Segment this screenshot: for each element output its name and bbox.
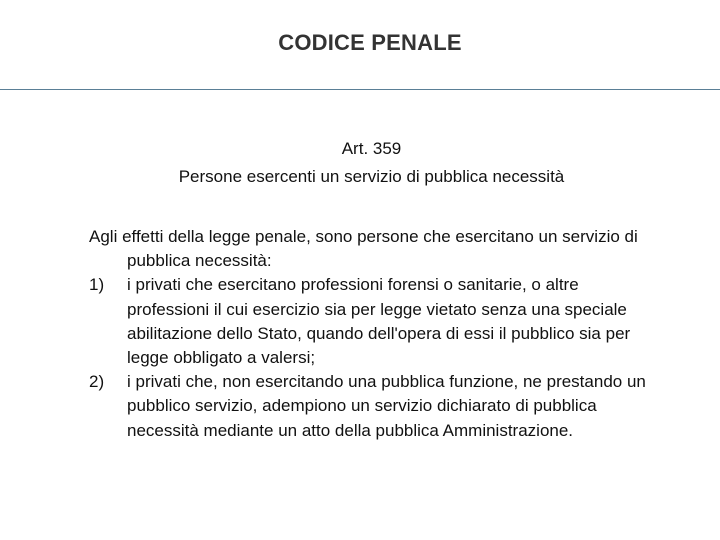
article-number: Art. 359 — [341, 139, 402, 158]
list-item — [89, 370, 659, 443]
list-item-text: i privati che, non esercitando una pubblica funzione, ne prestando un pubblico servizio, adempiono un servizio dichiarato di pubblica necessità mediante un atto della pubblica Amministrazione. — [127, 372, 646, 440]
article-intro: Agli effetti della legge penale, sono persone che esercitano un servizio di pubblica necessità: — [89, 227, 638, 271]
list-item-number: 1) — [89, 275, 105, 295]
list-item-text: i privati che esercitano professioni forensi o sanitarie, o altre professioni il cui esercizio sia per legge vietato senza una speciale abilitazione dello Stato, quando dell'opera di essi il pubblico sia per legge obbligato a valersi; — [127, 275, 631, 368]
title-divider — [0, 89, 720, 90]
list-item-number: 2) — [89, 372, 105, 392]
list-item — [89, 273, 659, 370]
article-heading: Persone esercenti un servizio di pubblica necessità — [178, 167, 565, 186]
article-body — [89, 225, 659, 443]
page-title: CODICE PENALE — [278, 30, 462, 55]
